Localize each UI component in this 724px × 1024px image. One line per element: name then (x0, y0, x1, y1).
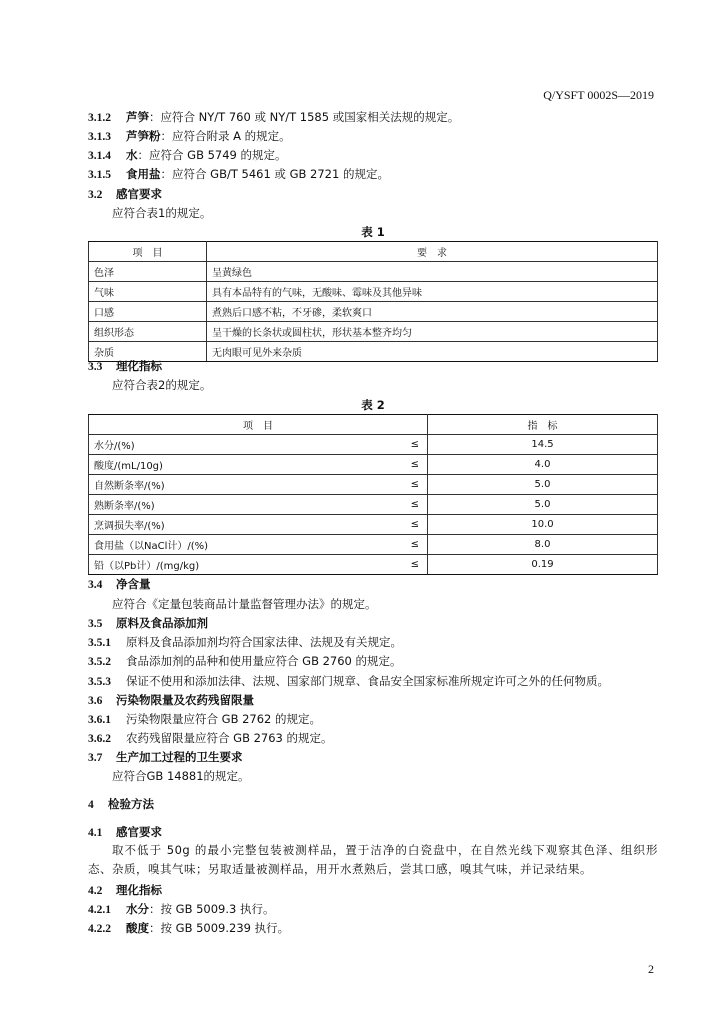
section-3-7-heading (88, 749, 243, 766)
table-cell: 10.0 (428, 515, 658, 535)
table-1-caption: 表 1 (361, 225, 385, 239)
section-3-3-intro: 应符合表2的规定。 (112, 378, 212, 392)
table-cell: 呈干燥的长条状或圆柱状，形状基本整齐均匀 (207, 322, 658, 342)
table-cell: ≤ (339, 515, 428, 535)
section-3-2-heading (88, 186, 162, 203)
clause-keyword: 水分 (126, 902, 149, 916)
section-3-6-heading (88, 692, 254, 709)
section-number: 3.3 (88, 361, 103, 373)
table-cell: ≤ (339, 455, 428, 475)
clause-3-6-2 (88, 730, 333, 747)
clause-text: ：按 GB 5009.239 执行。 (149, 921, 290, 935)
section-title: 生产加工过程的卫生要求 (116, 750, 243, 764)
table-cell: 具有本品特有的气味，无酸味、霉味及其他异味 (207, 282, 658, 302)
clause-text: ：应符合 GB/T 5461 或 GB 2721 的规定。 (160, 167, 389, 181)
document-code: Q/YSFT 0002S—2019 (543, 88, 654, 102)
table-cell: 口感 (89, 302, 207, 322)
clause-keyword: 食用盐 (126, 167, 161, 181)
clause-3-1-3 (88, 128, 291, 145)
table-cell: 组织形态 (89, 322, 207, 342)
table-cell: 烹调损失率/(%) (89, 515, 340, 535)
clause-number: 4.2.2 (88, 923, 111, 935)
table-row (89, 535, 658, 555)
table-row (89, 342, 658, 362)
table-cell: 气味 (89, 282, 207, 302)
section-title: 污染物限量及农药残留限量 (116, 693, 254, 707)
table-cell: 色泽 (89, 262, 207, 282)
clause-number: 3.5.3 (88, 676, 111, 688)
clause-text: 保证不使用和添加法律、法规、国家部门规章、食品安全国家标准所规定许可之外的任何物质。 (126, 674, 609, 688)
table-row (89, 515, 658, 535)
table-cell: 杂质 (89, 342, 207, 362)
table-cell: 14.5 (428, 435, 658, 455)
clause-3-6-1 (88, 711, 321, 728)
table-cell: 水分/(%) (89, 435, 340, 455)
clause-text: ：按 GB 5009.3 执行。 (149, 902, 275, 916)
clause-number: 3.1.5 (88, 169, 111, 181)
section-title: 净含量 (116, 577, 151, 591)
section-number: 3.5 (88, 618, 103, 630)
table-cell: 呈黄绿色 (207, 262, 658, 282)
table-row (89, 455, 658, 475)
table-row (89, 322, 658, 342)
clause-4-2-1 (88, 901, 275, 918)
table-cell: 煮熟后口感不粘，不牙碜，柔软爽口 (207, 302, 658, 322)
clause-3-1-4 (88, 147, 287, 164)
table-cell: 0.19 (428, 555, 658, 575)
table-row (89, 302, 658, 322)
section-title: 理化指标 (116, 359, 162, 373)
chapter-4-heading (88, 796, 154, 813)
table-row (89, 282, 658, 302)
clause-3-1-5 (88, 166, 389, 183)
section-4-2-heading (88, 882, 162, 899)
clause-3-1-2 (88, 109, 459, 126)
clause-text: 食品添加剂的品种和使用量应符合 GB 2760 的规定。 (126, 654, 402, 668)
clause-number: 3.6.2 (88, 733, 111, 745)
table-1-header-item: 项 目 (89, 242, 207, 262)
clause-4-2-2 (88, 920, 289, 937)
section-3-3-heading (88, 358, 162, 375)
clause-keyword: 芦笋粉 (126, 129, 161, 143)
table-2-header-item: 项 目 (89, 415, 428, 435)
section-3-7-text: 应符合GB 14881的规定。 (112, 769, 250, 783)
table-cell: ≤ (339, 435, 428, 455)
table-cell: 自然断条率/(%) (89, 475, 340, 495)
table-cell: 5.0 (428, 475, 658, 495)
section-3-4-text: 应符合《定量包装商品计量监督管理办法》的规定。 (112, 597, 377, 611)
section-title: 感官要求 (116, 187, 162, 201)
clause-3-5-1 (88, 634, 402, 651)
clause-number: 3.5.1 (88, 637, 111, 649)
table-2-caption: 表 2 (361, 398, 385, 412)
table-row (89, 262, 658, 282)
clause-text: 污染物限量应符合 GB 2762 的规定。 (126, 712, 322, 726)
table-row (89, 475, 658, 495)
table-cell: 4.0 (428, 455, 658, 475)
clause-number: 3.6.1 (88, 714, 111, 726)
section-4-1-heading (88, 824, 162, 841)
table-row (89, 495, 658, 515)
section-title: 原料及食品添加剂 (116, 616, 208, 630)
clause-text: 农药残留限量应符合 GB 2763 的规定。 (126, 731, 333, 745)
table-1 (88, 241, 658, 362)
table-cell: 食用盐（以NaCl计）/(%) (89, 535, 340, 555)
section-number: 4.1 (88, 827, 103, 839)
clause-keyword: 水 (126, 148, 138, 162)
clause-text: 原料及食品添加剂均符合国家法律、法规及有关规定。 (126, 635, 402, 649)
clause-3-5-3 (88, 673, 609, 690)
table-cell: 熟断条率/(%) (89, 495, 340, 515)
section-title: 理化指标 (116, 883, 162, 897)
clause-number: 3.1.4 (88, 150, 111, 162)
clause-text: ：应符合 NY/T 760 或 NY/T 1585 或国家相关法规的规定。 (149, 110, 460, 124)
section-4-1-paragraph: 取不低于 50g 的最小完整包装被测样品，置于洁净的白瓷盘中，在自然光线下观察其色泽、组织形态、杂质，嗅其气味；另取适量被测样品，用开水煮熟后，尝其口感，嗅其气味，并记录结果。 (88, 843, 658, 876)
table-cell: ≤ (339, 475, 428, 495)
table-cell: 铅（以Pb计）/(mg/kg) (89, 555, 340, 575)
clause-number: 3.5.2 (88, 656, 111, 668)
clause-number: 4.2.1 (88, 904, 111, 916)
table-row (89, 555, 658, 575)
clause-number: 3.1.2 (88, 112, 111, 124)
chapter-number: 4 (88, 799, 94, 811)
clause-text: ：应符合附录 A 的规定。 (160, 129, 291, 143)
clause-number: 3.1.3 (88, 131, 111, 143)
table-1-header-requirement: 要 求 (207, 242, 658, 262)
section-title: 感官要求 (116, 825, 162, 839)
table-cell: 8.0 (428, 535, 658, 555)
section-number: 3.4 (88, 579, 103, 591)
section-number: 4.2 (88, 885, 103, 897)
section-number: 3.6 (88, 695, 103, 707)
table-cell: 酸度/(mL/10g) (89, 455, 340, 475)
section-3-4-heading (88, 576, 151, 593)
clause-3-5-2 (88, 653, 402, 670)
table-row (89, 435, 658, 455)
table-2-header-index: 指 标 (428, 415, 658, 435)
section-number: 3.7 (88, 752, 103, 764)
section-3-2-intro: 应符合表1的规定。 (112, 206, 212, 220)
section-number: 3.2 (88, 189, 103, 201)
table-cell: 5.0 (428, 495, 658, 515)
table-cell: ≤ (339, 535, 428, 555)
page-number: 2 (648, 962, 654, 976)
clause-keyword: 芦笋 (126, 110, 149, 124)
section-3-5-heading (88, 615, 208, 632)
clause-text: ：应符合 GB 5749 的规定。 (137, 148, 287, 162)
clause-keyword: 酸度 (126, 921, 149, 935)
table-cell: 无肉眼可见外来杂质 (207, 342, 658, 362)
table-cell: ≤ (339, 555, 428, 575)
table-2 (88, 414, 658, 575)
table-cell: ≤ (339, 495, 428, 515)
chapter-title: 检验方法 (108, 797, 154, 811)
